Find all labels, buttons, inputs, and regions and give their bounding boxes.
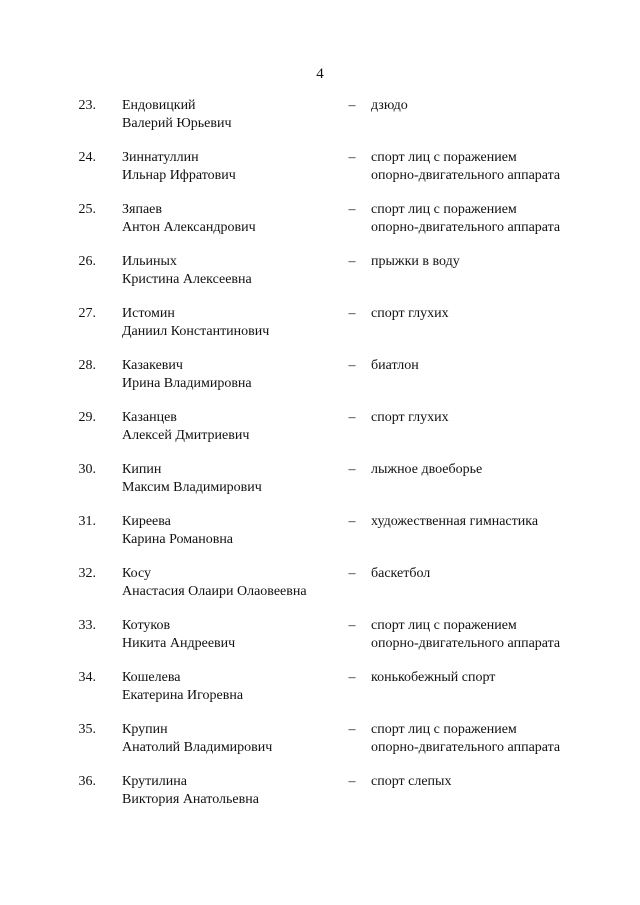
list-item — [0, 97, 640, 149]
sport — [371, 305, 611, 323]
surname: Кошелева — [122, 670, 181, 685]
person-name — [122, 97, 342, 133]
sport — [371, 409, 611, 427]
entry-number: 25. — [78, 202, 96, 217]
given-name: Никита Андреевич — [122, 636, 236, 651]
person-name — [122, 565, 342, 601]
entry-number: 36. — [78, 774, 96, 789]
person-name — [122, 253, 342, 289]
sport — [371, 201, 611, 237]
entry-number: 33. — [78, 618, 96, 633]
list-item — [0, 253, 640, 305]
surname: Зиннатуллин — [122, 150, 199, 165]
sport — [371, 617, 611, 653]
sport-line-2: опорно-двигательного аппарата — [371, 168, 561, 183]
dash: – — [348, 202, 356, 217]
entry-list — [0, 97, 640, 825]
sport-line-1: дзюдо — [371, 98, 408, 113]
list-item — [0, 357, 640, 409]
sport — [371, 149, 611, 185]
list-item — [0, 669, 640, 721]
dash: – — [348, 722, 356, 737]
dash: – — [348, 254, 356, 269]
sport-line-1: биатлон — [371, 358, 419, 373]
entry-number: 27. — [78, 306, 96, 321]
sport-line-1: спорт слепых — [371, 774, 452, 789]
entry-number: 30. — [78, 462, 96, 477]
given-name: Кристина Алексеевна — [122, 272, 252, 287]
entry-number: 32. — [78, 566, 96, 581]
person-name — [122, 669, 342, 705]
person-name — [122, 357, 342, 393]
surname: Казанцев — [122, 410, 177, 425]
sport — [371, 461, 611, 479]
surname: Казакевич — [122, 358, 183, 373]
person-name — [122, 409, 342, 445]
given-name: Анатолий Владимирович — [122, 740, 273, 755]
entry-number: 28. — [78, 358, 96, 373]
surname: Истомин — [122, 306, 175, 321]
given-name: Максим Владимирович — [122, 480, 262, 495]
sport-line-1: художественная гимнастика — [371, 514, 539, 529]
person-name — [122, 149, 342, 185]
person-name — [122, 617, 342, 653]
list-item — [0, 513, 640, 565]
sport-line-1: спорт глухих — [371, 410, 449, 425]
given-name: Виктория Анатольевна — [122, 792, 259, 807]
person-name — [122, 201, 342, 237]
sport-line-1: лыжное двоеборье — [371, 462, 483, 477]
list-item — [0, 565, 640, 617]
sport-line-2: опорно-двигательного аппарата — [371, 740, 561, 755]
sport — [371, 721, 611, 757]
sport — [371, 253, 611, 271]
sport-line-1: баскетбол — [371, 566, 431, 581]
given-name: Даниил Константинович — [122, 324, 270, 339]
given-name: Карина Романовна — [122, 532, 234, 547]
dash: – — [348, 566, 356, 581]
entry-number: 23. — [78, 98, 96, 113]
sport-line-1: конькобежный спорт — [371, 670, 496, 685]
dash: – — [348, 774, 356, 789]
surname: Косу — [122, 566, 152, 581]
person-name — [122, 513, 342, 549]
entry-number: 31. — [78, 514, 96, 529]
entry-number: 35. — [78, 722, 96, 737]
sport — [371, 773, 611, 791]
given-name: Ирина Владимировна — [122, 376, 252, 391]
sport-line-2: опорно-двигательного аппарата — [371, 220, 561, 235]
person-name — [122, 305, 342, 341]
sport-line-1: спорт лиц с поражением — [371, 202, 517, 217]
surname: Кипин — [122, 462, 162, 477]
dash: – — [348, 462, 356, 477]
sport-line-1: спорт лиц с поражением — [371, 618, 517, 633]
given-name: Алексей Дмитриевич — [122, 428, 250, 443]
list-item — [0, 617, 640, 669]
given-name: Антон Александрович — [122, 220, 256, 235]
dash: – — [348, 306, 356, 321]
person-name — [122, 721, 342, 757]
surname: Ильиных — [122, 254, 177, 269]
sport-line-2: опорно-двигательного аппарата — [371, 636, 561, 651]
sport — [371, 97, 611, 115]
given-name: Анастасия Олаири Олаовеевна — [122, 584, 307, 599]
entry-number: 34. — [78, 670, 96, 685]
person-name — [122, 773, 342, 809]
list-item — [0, 461, 640, 513]
dash: – — [348, 358, 356, 373]
list-item — [0, 305, 640, 357]
sport — [371, 357, 611, 375]
dash: – — [348, 150, 356, 165]
sport-line-1: спорт лиц с поражением — [371, 722, 517, 737]
given-name: Валерий Юрьевич — [122, 116, 232, 131]
sport — [371, 669, 611, 687]
surname: Зяпаев — [122, 202, 162, 217]
dash: – — [348, 98, 356, 113]
list-item — [0, 721, 640, 773]
list-item — [0, 201, 640, 253]
sport — [371, 513, 611, 531]
dash: – — [348, 618, 356, 633]
sport — [371, 565, 611, 583]
given-name: Екатерина Игоревна — [122, 688, 244, 703]
sport-line-1: спорт лиц с поражением — [371, 150, 517, 165]
person-name — [122, 461, 342, 497]
page-number: 4 — [316, 66, 324, 82]
given-name: Ильнар Ифратович — [122, 168, 236, 183]
dash: – — [348, 410, 356, 425]
surname: Котуков — [122, 618, 171, 633]
surname: Ендовицкий — [122, 98, 196, 113]
entry-number: 29. — [78, 410, 96, 425]
entry-number: 24. — [78, 150, 96, 165]
sport-line-1: прыжки в воду — [371, 254, 460, 269]
list-item — [0, 149, 640, 201]
surname: Крутилина — [122, 774, 187, 789]
list-item — [0, 773, 640, 825]
sport-line-1: спорт глухих — [371, 306, 449, 321]
surname: Киреева — [122, 514, 171, 529]
list-item — [0, 409, 640, 461]
surname: Крупин — [122, 722, 168, 737]
dash: – — [348, 514, 356, 529]
dash: – — [348, 670, 356, 685]
entry-number: 26. — [78, 254, 96, 269]
